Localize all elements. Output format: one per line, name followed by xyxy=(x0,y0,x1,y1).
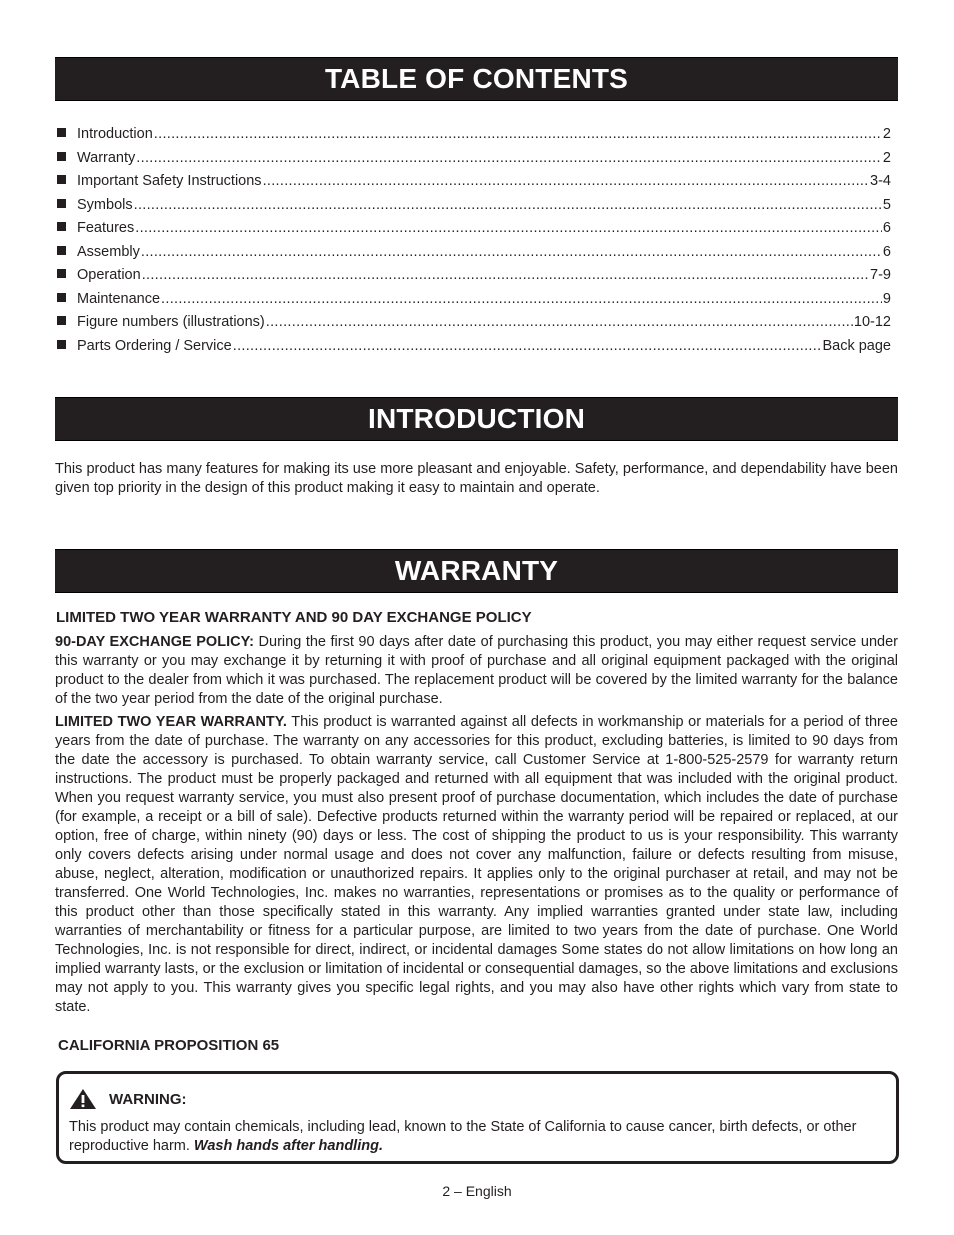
bullet-square-icon xyxy=(57,152,66,161)
bullet-square-icon xyxy=(57,269,66,278)
bullet-square-icon xyxy=(57,293,66,302)
introduction-text: This product has many features for making its use more pleasant and enjoyable. Safety, performance, and dependability have been given top priority in the design of this product making it easy to maintain and operate. xyxy=(55,461,898,496)
warning-emphasis: Wash hands after handling. xyxy=(193,1138,383,1154)
toc-item: Maintenance ..... 9 xyxy=(57,289,891,313)
bullet-square-icon xyxy=(57,246,66,255)
toc-item: Warranty ..... 2 xyxy=(57,148,891,172)
limited-warranty-paragraph xyxy=(55,713,898,1017)
page-footer: 2 – English xyxy=(442,1183,512,1199)
warning-text: This product may contain chemicals, including lead, known to the State of California to cause cancer, birth defects, or other reproductive harm. Wash hands after handling. xyxy=(69,1119,857,1154)
limited-warranty-label: LIMITED TWO YEAR WARRANTY. xyxy=(55,714,287,730)
toc-item: Assembly ..... 6 xyxy=(57,242,891,266)
prop65-title: CALIFORNIA PROPOSITION 65 xyxy=(58,1037,280,1054)
introduction-heading: INTRODUCTION xyxy=(55,397,898,441)
toc-item: Features ..... 6 xyxy=(57,218,891,242)
toc-item: Important Safety Instructions ..... 3-4 xyxy=(57,171,891,195)
toc-list xyxy=(57,124,891,359)
warranty-heading: WARRANTY xyxy=(55,549,898,593)
bullet-square-icon xyxy=(57,128,66,137)
bullet-square-icon xyxy=(57,199,66,208)
warning-header xyxy=(69,1088,187,1110)
bullet-square-icon xyxy=(57,222,66,231)
exchange-policy-text: During the first 90 days after date of purchasing this product, you may either request service under this warranty or you may exchange it by returning it with proof of purchase and all original equipment packaged with the original product to the dealer from which it was purchased. The replacement product will be covered by the limited warranty for the balance of the two year period from the date of the original purchase. xyxy=(55,634,898,707)
toc-item: Symbols ..... 5 xyxy=(57,195,891,219)
toc-item: Introduction ..... 2 xyxy=(57,124,891,148)
warning-label: WARNING: xyxy=(109,1090,187,1108)
exchange-policy-label: 90-DAY EXCHANGE POLICY: xyxy=(55,634,254,650)
toc-item: Operation ..... 7-9 xyxy=(57,265,891,289)
toc-item: Figure numbers (illustrations) ..... 10-12 xyxy=(57,312,891,336)
limited-warranty-text: This product is warranted against all defects in workmanship or materials for a period of three years from the date of purchase. The warranty on any accessories for this product, excluding batteries, is limited to 90 days from the date the accessory is purchased. To obtain warranty service, call Customer Service at 1-800-525-2579 for warranty return instructions. The product must be properly packaged and returned with all equipment that was included with the original product. When you request warranty service, you must also present proof of purchase documentation, which includes the date of purchase (for example, a receipt or a bill of sale). Defective products returned within the warranty period will be repaired or replaced, at our option, free of charge, within ninety (90) days or less. The cost of shipping the product to us is your responsibility. This warranty only covers defects arising under normal usage and does not cover any malfunction, failure or defects resulting from misuse, abuse, neglect, alteration, modification or unauthorized repairs. It applies only to the original purchaser at retail, and may not be transferred. One World Technologies, Inc. makes no warranties, representations or promises as to the quality or performance of this product other than those specifically stated in this warranty. Any implied warranties granted under state law, including warranties of merchantability or fitness for a particular purpose, are limited to two years from the date of purchase. One World Technologies, Inc. is not responsible for direct, indirect, or incidental damages Some states do not allow limitations on how long an implied warranty lasts, or the exclusion or limitation of incidental or consequential damages, so the above limitations and exclusions may not apply to you. This warranty gives you specific legal rights, and you may also have other rights which vary from state to state. xyxy=(55,714,898,1015)
bullet-square-icon xyxy=(57,175,66,184)
toc-heading: TABLE OF CONTENTS xyxy=(55,57,898,101)
toc-item: Parts Ordering / Service ..... Back page xyxy=(57,336,891,360)
bullet-square-icon xyxy=(57,340,66,349)
prop65-warning-box xyxy=(56,1071,899,1164)
exchange-policy-paragraph xyxy=(55,633,898,709)
warranty-policy-title: LIMITED TWO YEAR WARRANTY AND 90 DAY EXCHANGE POLICY xyxy=(56,609,532,626)
warning-triangle-icon xyxy=(69,1088,97,1110)
bullet-square-icon xyxy=(57,316,66,325)
